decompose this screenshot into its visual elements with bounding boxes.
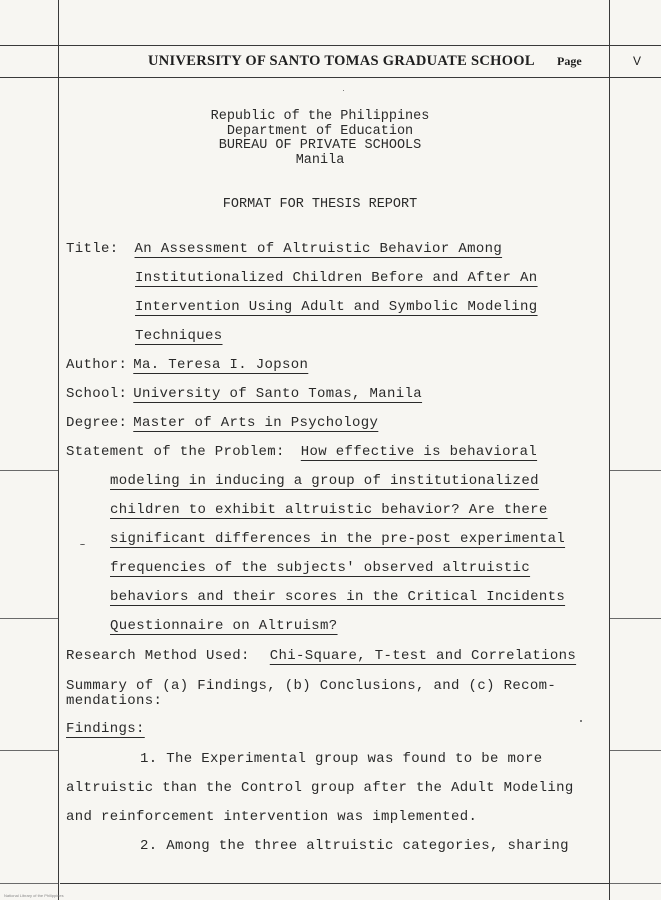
method-label: Research Method Used: bbox=[66, 648, 250, 664]
summary-line: mendations: bbox=[66, 693, 163, 709]
margin-tick bbox=[610, 470, 661, 471]
finding-line: altruistic than the Control group after the Adult Modeling bbox=[66, 780, 574, 796]
letterhead bbox=[140, 110, 500, 168]
margin-tick bbox=[0, 618, 58, 619]
problem-line: behaviors and their scores in the Critical Incidents bbox=[110, 589, 566, 605]
margin-tick bbox=[610, 883, 661, 884]
right-margin-rule bbox=[609, 0, 610, 900]
problem-line: Questionnaire on Altruism? bbox=[110, 618, 338, 634]
findings-heading: Findings: bbox=[66, 721, 145, 737]
header-top-rule bbox=[0, 45, 661, 46]
speck bbox=[580, 720, 582, 722]
method-value: Chi-Square, T-test and Correlations bbox=[269, 648, 577, 664]
school-row bbox=[66, 386, 422, 402]
school-label: School: bbox=[66, 386, 128, 402]
title-line: Intervention Using Adult and Symbolic Modeling bbox=[135, 299, 538, 315]
author-row bbox=[66, 357, 308, 373]
title-line: Techniques bbox=[135, 328, 223, 344]
title-line: An Assessment of Altruistic Behavior Among bbox=[134, 241, 503, 257]
letterhead-line: Department of Education bbox=[226, 123, 414, 139]
problem-line: frequencies of the subjects' observed altruistic bbox=[110, 560, 531, 576]
page-number: V bbox=[633, 54, 642, 68]
title-row bbox=[66, 241, 502, 257]
left-margin-rule bbox=[58, 0, 59, 900]
degree-label: Degree: bbox=[66, 415, 128, 431]
margin-tick bbox=[610, 618, 661, 619]
speck bbox=[343, 90, 344, 91]
problem-label: Statement of the Problem: bbox=[66, 444, 285, 460]
finding-line: 1. The Experimental group was found to be more bbox=[140, 751, 543, 767]
letterhead-line: Republic of the Philippines bbox=[210, 109, 430, 124]
method-row bbox=[66, 648, 576, 664]
summary-line: Summary of (a) Findings, (b) Conclusions, and (c) Recom- bbox=[66, 678, 557, 694]
format-title: FORMAT FOR THESIS REPORT bbox=[222, 197, 418, 212]
degree-row bbox=[66, 415, 378, 431]
title-label: Title: bbox=[66, 241, 119, 257]
footer-rule bbox=[60, 883, 610, 884]
letterhead-line: Manila bbox=[295, 152, 345, 168]
margin-tick bbox=[0, 883, 58, 884]
letterhead-line: BUREAU OF PRIVATE SCHOOLS bbox=[218, 138, 422, 153]
header-bottom-rule bbox=[0, 77, 661, 78]
author-value: Ma. Teresa I. Jopson bbox=[133, 357, 309, 373]
margin-tick bbox=[0, 750, 58, 751]
speck bbox=[80, 544, 85, 545]
problem-line: children to exhibit altruistic behavior? Are there bbox=[110, 502, 548, 518]
degree-value: Master of Arts in Psychology bbox=[133, 415, 379, 431]
problem-line: How effective is behavioral bbox=[300, 444, 538, 460]
title-line: Institutionalized Children Before and After An bbox=[135, 270, 538, 286]
page-label: Page bbox=[557, 54, 582, 68]
finding-line: 2. Among the three altruistic categories, sharing bbox=[140, 838, 569, 854]
footer-note: National Library of the Philippines bbox=[4, 893, 64, 898]
author-label: Author: bbox=[66, 357, 128, 373]
margin-tick bbox=[0, 470, 58, 471]
margin-tick bbox=[610, 750, 661, 751]
institution-header: UNIVERSITY OF SANTO TOMAS GRADUATE SCHOOL bbox=[148, 53, 535, 69]
problem-line: modeling in inducing a group of institutionalized bbox=[110, 473, 539, 489]
problem-line: significant differences in the pre-post experimental bbox=[110, 531, 566, 547]
finding-line: and reinforcement intervention was implemented. bbox=[66, 809, 478, 825]
school-value: University of Santo Tomas, Manila bbox=[133, 386, 423, 402]
problem-row bbox=[66, 444, 537, 460]
